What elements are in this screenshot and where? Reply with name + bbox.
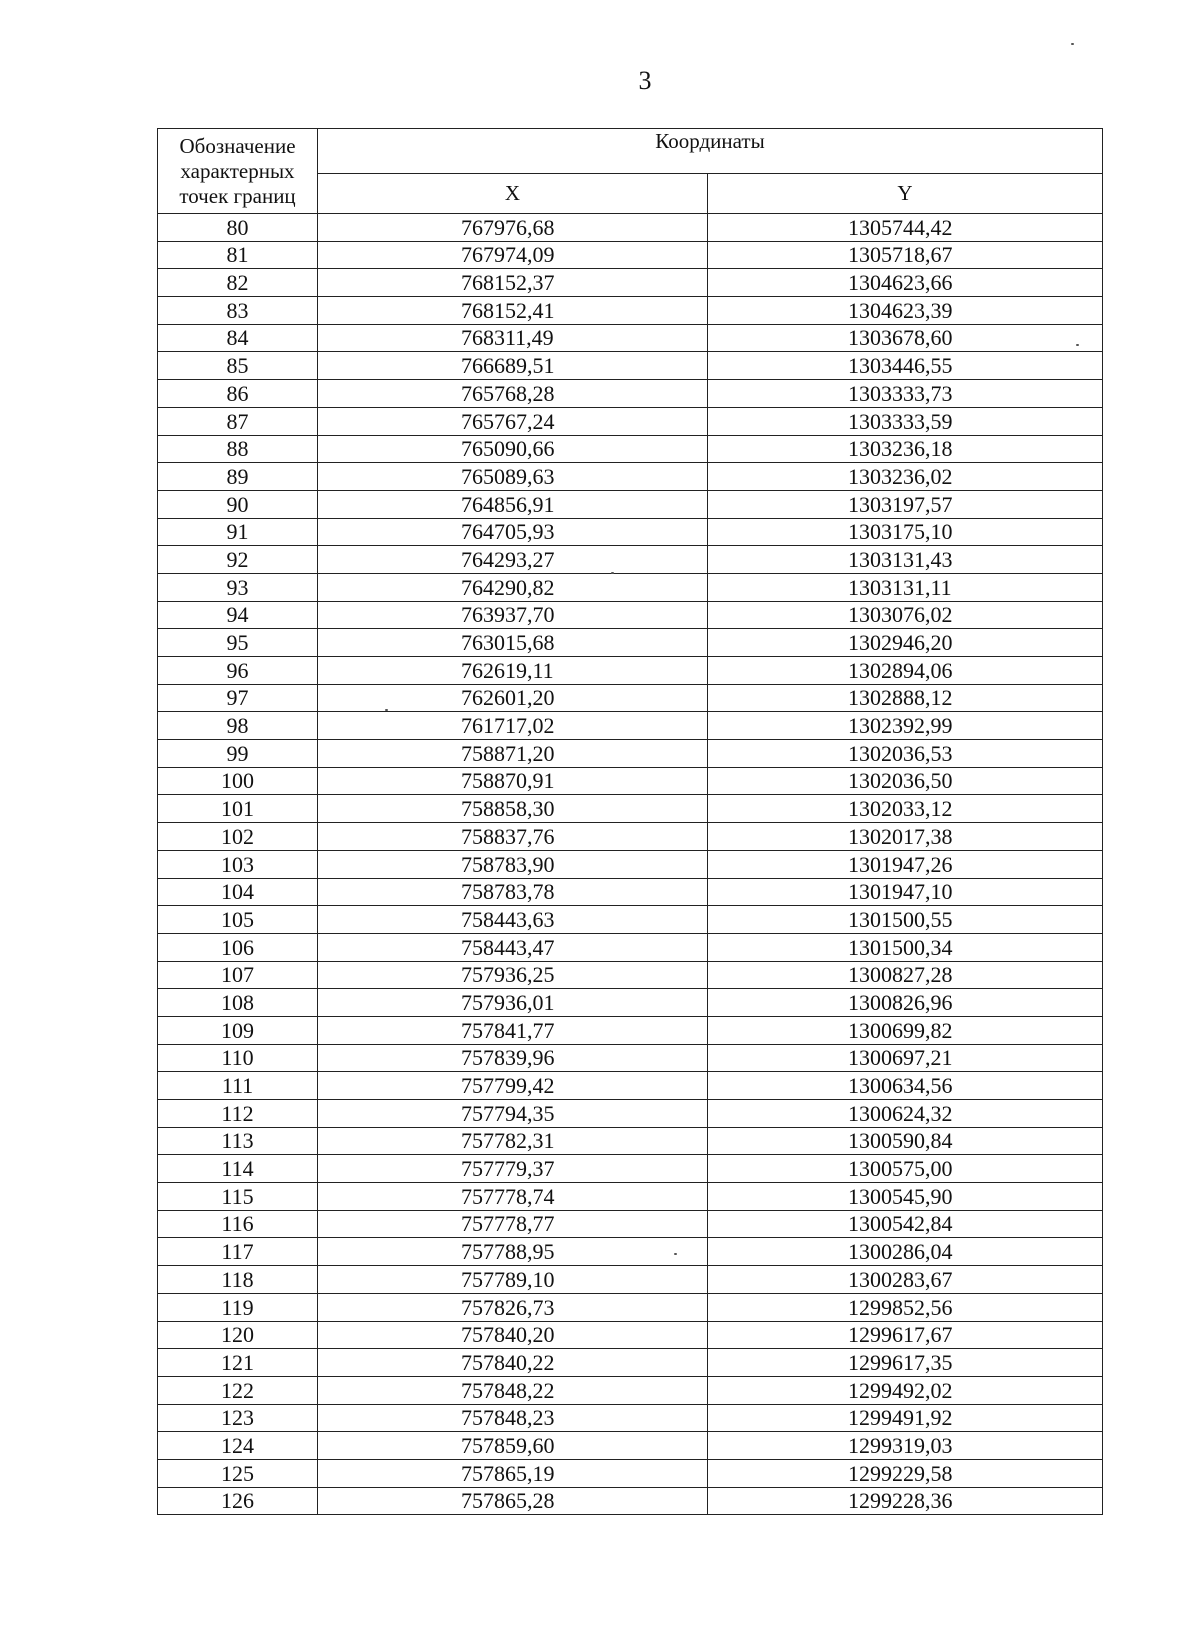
table-row bbox=[158, 297, 1103, 325]
x-coordinate-cell: 757859,60 bbox=[318, 1432, 708, 1460]
x-coordinate-cell: 763015,68 bbox=[318, 629, 708, 657]
table-row bbox=[158, 463, 1103, 491]
point-number-cell: 125 bbox=[158, 1459, 318, 1487]
table-body bbox=[158, 214, 1103, 1515]
point-number-cell: 82 bbox=[158, 269, 318, 297]
table-row bbox=[158, 933, 1103, 961]
table-row bbox=[158, 241, 1103, 269]
x-coordinate-cell: 765768,28 bbox=[318, 380, 708, 408]
table-row bbox=[158, 1321, 1103, 1349]
y-coordinate-cell: 1302017,38 bbox=[708, 823, 1103, 851]
y-coordinate-cell: 1300590,84 bbox=[708, 1127, 1103, 1155]
x-coordinate-cell: 758871,20 bbox=[318, 740, 708, 768]
y-coordinate-cell: 1299491,92 bbox=[708, 1404, 1103, 1432]
point-number-cell: 90 bbox=[158, 490, 318, 518]
table-row bbox=[158, 823, 1103, 851]
point-number-cell: 114 bbox=[158, 1155, 318, 1183]
table-row bbox=[158, 1266, 1103, 1294]
point-number-cell: 99 bbox=[158, 740, 318, 768]
x-coordinate-cell: 757782,31 bbox=[318, 1127, 708, 1155]
y-coordinate-cell: 1299617,35 bbox=[708, 1349, 1103, 1377]
y-coordinate-cell: 1300283,67 bbox=[708, 1266, 1103, 1294]
point-number-cell: 88 bbox=[158, 435, 318, 463]
table-row bbox=[158, 518, 1103, 546]
table-row bbox=[158, 214, 1103, 242]
point-number-cell: 115 bbox=[158, 1183, 318, 1211]
y-coordinate-cell: 1304623,66 bbox=[708, 269, 1103, 297]
x-coordinate-cell: 764705,93 bbox=[318, 518, 708, 546]
point-number-cell: 116 bbox=[158, 1210, 318, 1238]
x-coordinate-cell: 758837,76 bbox=[318, 823, 708, 851]
x-coordinate-cell: 768152,41 bbox=[318, 297, 708, 325]
x-coordinate-cell: 768152,37 bbox=[318, 269, 708, 297]
point-number-cell: 84 bbox=[158, 324, 318, 352]
point-number-cell: 86 bbox=[158, 380, 318, 408]
x-coordinate-cell: 767974,09 bbox=[318, 241, 708, 269]
x-coordinate-cell: 764290,82 bbox=[318, 573, 708, 601]
x-coordinate-cell: 757788,95 bbox=[318, 1238, 708, 1266]
point-number-cell: 123 bbox=[158, 1404, 318, 1432]
point-number-cell: 111 bbox=[158, 1072, 318, 1100]
y-coordinate-cell: 1303333,59 bbox=[708, 407, 1103, 435]
point-number-cell: 102 bbox=[158, 823, 318, 851]
y-coordinate-cell: 1305744,42 bbox=[708, 214, 1103, 242]
x-coordinate-cell: 768311,49 bbox=[318, 324, 708, 352]
point-number-cell: 94 bbox=[158, 601, 318, 629]
point-number-cell: 98 bbox=[158, 712, 318, 740]
y-coordinate-cell: 1301500,34 bbox=[708, 933, 1103, 961]
point-number-cell: 81 bbox=[158, 241, 318, 269]
table-row bbox=[158, 324, 1103, 352]
y-coordinate-cell: 1299617,67 bbox=[708, 1321, 1103, 1349]
x-coordinate-cell: 764856,91 bbox=[318, 490, 708, 518]
x-coordinate-cell: 762601,20 bbox=[318, 684, 708, 712]
x-coordinate-cell: 757865,28 bbox=[318, 1487, 708, 1515]
header-y: Y bbox=[708, 173, 1103, 213]
y-coordinate-cell: 1302392,99 bbox=[708, 712, 1103, 740]
table-row bbox=[158, 684, 1103, 712]
y-coordinate-cell: 1301947,26 bbox=[708, 850, 1103, 878]
y-coordinate-cell: 1300624,32 bbox=[708, 1100, 1103, 1128]
x-coordinate-cell: 757840,20 bbox=[318, 1321, 708, 1349]
point-number-cell: 106 bbox=[158, 933, 318, 961]
y-coordinate-cell: 1301500,55 bbox=[708, 906, 1103, 934]
x-coordinate-cell: 757936,25 bbox=[318, 961, 708, 989]
point-number-cell: 105 bbox=[158, 906, 318, 934]
table-row bbox=[158, 1072, 1103, 1100]
point-number-cell: 95 bbox=[158, 629, 318, 657]
x-coordinate-cell: 757848,22 bbox=[318, 1376, 708, 1404]
y-coordinate-cell: 1303446,55 bbox=[708, 352, 1103, 380]
point-number-cell: 93 bbox=[158, 573, 318, 601]
header-point-designation: Обозначение характерных точек границ bbox=[158, 129, 318, 214]
point-number-cell: 97 bbox=[158, 684, 318, 712]
table-row bbox=[158, 269, 1103, 297]
point-number-cell: 91 bbox=[158, 518, 318, 546]
y-coordinate-cell: 1300286,04 bbox=[708, 1238, 1103, 1266]
table-row bbox=[158, 1459, 1103, 1487]
table-row bbox=[158, 906, 1103, 934]
point-number-cell: 89 bbox=[158, 463, 318, 491]
x-coordinate-cell: 757839,96 bbox=[318, 1044, 708, 1072]
table-row bbox=[158, 407, 1103, 435]
point-number-cell: 104 bbox=[158, 878, 318, 906]
y-coordinate-cell: 1305718,67 bbox=[708, 241, 1103, 269]
y-coordinate-cell: 1300545,90 bbox=[708, 1183, 1103, 1211]
x-coordinate-cell: 757865,19 bbox=[318, 1459, 708, 1487]
table-row bbox=[158, 1016, 1103, 1044]
table-row bbox=[158, 601, 1103, 629]
x-coordinate-cell: 764293,27 bbox=[318, 546, 708, 574]
header-x: X bbox=[318, 173, 708, 213]
table-row bbox=[158, 850, 1103, 878]
point-number-cell: 117 bbox=[158, 1238, 318, 1266]
scan-speck bbox=[1076, 344, 1079, 346]
x-coordinate-cell: 757841,77 bbox=[318, 1016, 708, 1044]
x-coordinate-cell: 767976,68 bbox=[318, 214, 708, 242]
point-number-cell: 122 bbox=[158, 1376, 318, 1404]
table-row bbox=[158, 1487, 1103, 1515]
x-coordinate-cell: 765089,63 bbox=[318, 463, 708, 491]
y-coordinate-cell: 1303236,02 bbox=[708, 463, 1103, 491]
table-row bbox=[158, 767, 1103, 795]
scan-speck bbox=[385, 709, 388, 711]
point-number-cell: 109 bbox=[158, 1016, 318, 1044]
table-header bbox=[158, 129, 1103, 214]
point-number-cell: 124 bbox=[158, 1432, 318, 1460]
table-row bbox=[158, 380, 1103, 408]
point-number-cell: 126 bbox=[158, 1487, 318, 1515]
y-coordinate-cell: 1300634,56 bbox=[708, 1072, 1103, 1100]
scan-speck bbox=[1071, 43, 1074, 45]
x-coordinate-cell: 763937,70 bbox=[318, 601, 708, 629]
x-coordinate-cell: 757936,01 bbox=[318, 989, 708, 1017]
y-coordinate-cell: 1302036,53 bbox=[708, 740, 1103, 768]
y-coordinate-cell: 1300697,21 bbox=[708, 1044, 1103, 1072]
y-coordinate-cell: 1299852,56 bbox=[708, 1293, 1103, 1321]
y-coordinate-cell: 1300575,00 bbox=[708, 1155, 1103, 1183]
y-coordinate-cell: 1303678,60 bbox=[708, 324, 1103, 352]
x-coordinate-cell: 766689,51 bbox=[318, 352, 708, 380]
point-number-cell: 87 bbox=[158, 407, 318, 435]
table-row bbox=[158, 878, 1103, 906]
point-number-cell: 118 bbox=[158, 1266, 318, 1294]
x-coordinate-cell: 757840,22 bbox=[318, 1349, 708, 1377]
y-coordinate-cell: 1303333,73 bbox=[708, 380, 1103, 408]
x-coordinate-cell: 758783,90 bbox=[318, 850, 708, 878]
table-row bbox=[158, 1404, 1103, 1432]
table-row bbox=[158, 1238, 1103, 1266]
y-coordinate-cell: 1300827,28 bbox=[708, 961, 1103, 989]
y-coordinate-cell: 1300699,82 bbox=[708, 1016, 1103, 1044]
table-row bbox=[158, 1432, 1103, 1460]
x-coordinate-cell: 762619,11 bbox=[318, 657, 708, 685]
x-coordinate-cell: 758870,91 bbox=[318, 767, 708, 795]
table-row bbox=[158, 1155, 1103, 1183]
point-number-cell: 120 bbox=[158, 1321, 318, 1349]
x-coordinate-cell: 765767,24 bbox=[318, 407, 708, 435]
y-coordinate-cell: 1302888,12 bbox=[708, 684, 1103, 712]
y-coordinate-cell: 1302033,12 bbox=[708, 795, 1103, 823]
point-number-cell: 119 bbox=[158, 1293, 318, 1321]
table-row bbox=[158, 1376, 1103, 1404]
y-coordinate-cell: 1303131,43 bbox=[708, 546, 1103, 574]
point-number-cell: 80 bbox=[158, 214, 318, 242]
point-number-cell: 112 bbox=[158, 1100, 318, 1128]
y-coordinate-cell: 1304623,39 bbox=[708, 297, 1103, 325]
y-coordinate-cell: 1299319,03 bbox=[708, 1432, 1103, 1460]
table-row bbox=[158, 1044, 1103, 1072]
table-row bbox=[158, 989, 1103, 1017]
table-row bbox=[158, 795, 1103, 823]
table-row bbox=[158, 573, 1103, 601]
y-coordinate-cell: 1302894,06 bbox=[708, 657, 1103, 685]
table-row bbox=[158, 1349, 1103, 1377]
table-row bbox=[158, 629, 1103, 657]
point-number-cell: 92 bbox=[158, 546, 318, 574]
table-row bbox=[158, 352, 1103, 380]
table-row bbox=[158, 961, 1103, 989]
point-number-cell: 101 bbox=[158, 795, 318, 823]
table-row bbox=[158, 712, 1103, 740]
x-coordinate-cell: 757779,37 bbox=[318, 1155, 708, 1183]
y-coordinate-cell: 1302946,20 bbox=[708, 629, 1103, 657]
table-row bbox=[158, 1293, 1103, 1321]
y-coordinate-cell: 1303236,18 bbox=[708, 435, 1103, 463]
coordinates-table bbox=[157, 128, 1103, 1515]
x-coordinate-cell: 757778,74 bbox=[318, 1183, 708, 1211]
point-number-cell: 108 bbox=[158, 989, 318, 1017]
x-coordinate-cell: 758783,78 bbox=[318, 878, 708, 906]
scan-speck bbox=[611, 572, 614, 574]
point-number-cell: 107 bbox=[158, 961, 318, 989]
table-row bbox=[158, 1127, 1103, 1155]
y-coordinate-cell: 1303175,10 bbox=[708, 518, 1103, 546]
x-coordinate-cell: 757789,10 bbox=[318, 1266, 708, 1294]
page-number: 3 bbox=[638, 66, 652, 95]
scan-speck bbox=[674, 1253, 677, 1255]
y-coordinate-cell: 1303131,11 bbox=[708, 573, 1103, 601]
y-coordinate-cell: 1303076,02 bbox=[708, 601, 1103, 629]
x-coordinate-cell: 758443,47 bbox=[318, 933, 708, 961]
y-coordinate-cell: 1303197,57 bbox=[708, 490, 1103, 518]
point-number-cell: 103 bbox=[158, 850, 318, 878]
y-coordinate-cell: 1301947,10 bbox=[708, 878, 1103, 906]
x-coordinate-cell: 765090,66 bbox=[318, 435, 708, 463]
x-coordinate-cell: 761717,02 bbox=[318, 712, 708, 740]
point-number-cell: 100 bbox=[158, 767, 318, 795]
table-row bbox=[158, 435, 1103, 463]
x-coordinate-cell: 757778,77 bbox=[318, 1210, 708, 1238]
table-row bbox=[158, 1210, 1103, 1238]
x-coordinate-cell: 757799,42 bbox=[318, 1072, 708, 1100]
x-coordinate-cell: 757826,73 bbox=[318, 1293, 708, 1321]
point-number-cell: 110 bbox=[158, 1044, 318, 1072]
x-coordinate-cell: 758443,63 bbox=[318, 906, 708, 934]
table-row bbox=[158, 1183, 1103, 1211]
y-coordinate-cell: 1300542,84 bbox=[708, 1210, 1103, 1238]
header-coordinates: Координаты bbox=[318, 129, 1103, 174]
x-coordinate-cell: 757848,23 bbox=[318, 1404, 708, 1432]
y-coordinate-cell: 1299492,02 bbox=[708, 1376, 1103, 1404]
point-number-cell: 121 bbox=[158, 1349, 318, 1377]
point-number-cell: 85 bbox=[158, 352, 318, 380]
y-coordinate-cell: 1299229,58 bbox=[708, 1459, 1103, 1487]
y-coordinate-cell: 1302036,50 bbox=[708, 767, 1103, 795]
point-number-cell: 83 bbox=[158, 297, 318, 325]
y-coordinate-cell: 1300826,96 bbox=[708, 989, 1103, 1017]
point-number-cell: 113 bbox=[158, 1127, 318, 1155]
point-number-cell: 96 bbox=[158, 657, 318, 685]
table-row bbox=[158, 740, 1103, 768]
table-row bbox=[158, 657, 1103, 685]
table-row bbox=[158, 1100, 1103, 1128]
y-coordinate-cell: 1299228,36 bbox=[708, 1487, 1103, 1515]
table-row bbox=[158, 546, 1103, 574]
table-row bbox=[158, 490, 1103, 518]
x-coordinate-cell: 757794,35 bbox=[318, 1100, 708, 1128]
x-coordinate-cell: 758858,30 bbox=[318, 795, 708, 823]
